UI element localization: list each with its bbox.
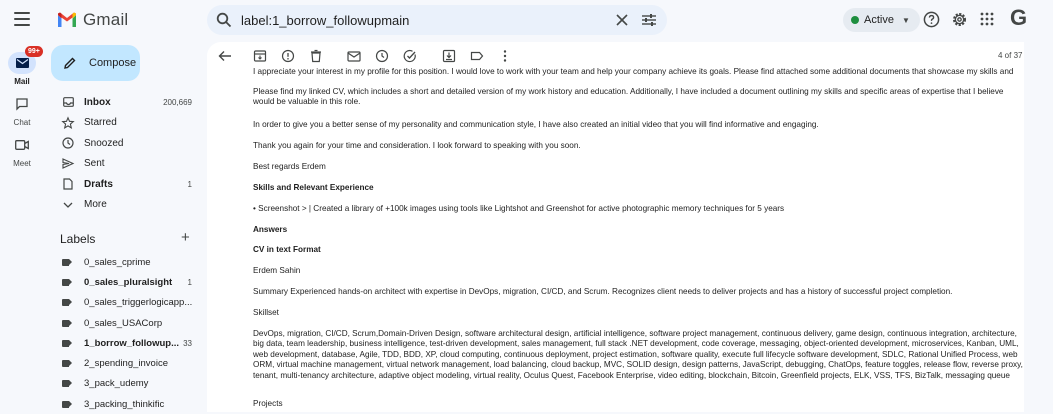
rail-chat[interactable] [0,93,44,127]
add-task-icon[interactable] [403,49,417,63]
compose-button[interactable] [51,45,140,81]
label-tag-icon [62,279,72,286]
message-pane [207,42,1024,412]
clock-icon [62,137,74,149]
email-paragraph: Best regards Erdem [253,162,326,171]
pencil-icon [63,56,77,70]
help-icon[interactable] [923,11,940,28]
sidebar-item-count: 200,669 [163,97,192,107]
gmail-logo[interactable] [57,10,128,30]
label-name: 0_sales_pluralsight [84,276,173,288]
label-name: 3_packing_thinkific [84,398,165,410]
report-spam-icon[interactable] [281,49,295,63]
label-item[interactable] [44,293,204,313]
trash-icon[interactable] [309,49,323,63]
status-dropdown[interactable] [843,8,920,32]
unread-badge: 99+ [25,46,43,57]
email-paragraph: I appreciate your interest in my profile for this position. I would love to work with your team and help your company achieve its goals. Please find attached some additional documents that showcase my skills and [253,67,1014,76]
send-icon [62,158,74,170]
labels-heading: Labels [60,232,96,246]
label-count: 1 [187,277,192,287]
message-toolbar [207,42,1024,70]
archive-icon[interactable] [253,49,267,63]
status-dot-icon [851,16,859,24]
sidebar-item-label: Snoozed [84,137,124,149]
sidebar-item-label: Inbox [84,96,111,108]
pagination-label: 4 of 37 [998,51,1023,60]
sidebar-item-more[interactable] [44,195,204,216]
rail-meet-label: Meet [13,159,31,168]
email-paragraph: Skillset [253,308,279,317]
email-paragraph: Thank you again for your time and consideration. I look forward to speaking with you soon. [253,141,581,150]
sidebar-item-inbox[interactable] [44,92,204,113]
chevron-down-icon: ▼ [901,15,910,25]
label-item[interactable] [44,374,204,394]
label-tag-icon [62,299,72,306]
label-item[interactable] [44,333,204,353]
email-paragraph: Projects [253,399,283,408]
search-icon[interactable] [216,12,232,28]
rail-chat-icon-wrap [8,93,36,115]
status-label: Active [864,14,894,26]
label-item[interactable] [44,252,204,272]
tune-icon[interactable] [641,12,657,28]
label-icon[interactable] [470,49,484,63]
chat-icon [16,98,28,110]
video-camera-icon [15,140,29,150]
section-heading: CV in text Format [253,245,321,254]
label-item[interactable] [44,272,204,292]
label-count: 33 [183,338,192,348]
rail-mail-icon-wrap [8,48,40,74]
account-avatar[interactable]: G [1010,5,1028,30]
email-paragraph: In order to give you a better sense of my personality and communication style, I have also created an initial video that you will find informative and engaging. [253,120,819,129]
label-tag-icon [62,380,72,387]
app-name: Gmail [83,10,129,29]
rail-mail-label: Mail [14,77,30,86]
sidebar-nav [44,92,204,215]
label-item[interactable] [44,353,204,373]
left-rail [0,40,44,412]
sidebar-item-label: More [84,199,107,211]
label-name: 3_pack_udemy [84,378,149,390]
gmail-m-icon [57,12,77,28]
sidebar-item-label: Starred [84,117,117,129]
draft-icon [62,178,74,190]
label-item[interactable] [44,394,204,414]
sidebar-item-count: 1 [187,179,192,189]
label-tag-icon [62,360,72,367]
label-tag-icon [62,340,72,347]
rail-mail[interactable] [0,48,44,86]
search-input[interactable] [241,10,611,30]
sidebar-item-label: Sent [84,158,105,170]
label-name: 1_borrow_followup... [84,337,180,349]
inbox-icon [62,96,74,108]
mark-unread-icon[interactable] [347,49,361,63]
more-vert-icon[interactable] [498,49,512,63]
list-item: • Screenshot > | Created a library of +100k images using tools like Lightshot and Greenshot for active photographic memory techniques for 5 years [253,204,785,213]
sidebar-item-label: Drafts [84,178,113,190]
label-tag-icon [62,259,72,266]
add-label-icon[interactable]: + [181,229,190,246]
menu-icon[interactable] [14,12,30,26]
sidebar-item-snoozed[interactable] [44,133,204,154]
label-tag-icon [62,320,72,327]
search-bar[interactable] [207,5,667,35]
rail-chat-label: Chat [13,118,31,127]
sidebar-item-sent[interactable] [44,154,204,175]
email-paragraph: DevOps, migration, CI/CD, Scrum,Domain-Driven Design, software architectural design, artificial intelligence, software project management, continuous delivery, game design, continuous integration, architecture, big data, team leadership, business intelligence, test-driven development, sales management, full stack .NET development, code coverage, messaging, object-oriented development, microservices, Kanban, UML, web development, database, Agile, TDD, BDD, XP, cloud computing, continuous deployment, project estimation, software quality, execute full lifecycle software development, SDLC, Rational Unified Process, web ORM, virtual machine management, virtual network management, load balancing, cloud backup, MVC, SOLID design, design patterns, JavaScript, debugging, ChatOps, feature toggles, release flow, reverse proxy, tenant, multi-tenancy architecture, adaptive object modeling, virtual reality, Oculus Quest, Facebook Enterprise, video editing, blockchain, Bitcoin, Greenfield projects, ELK, VSS, TFS, BizTalk, messaging queue [253,329,1023,380]
label-tag-icon [62,401,72,408]
sidebar-item-drafts[interactable] [44,174,204,195]
mail-icon [16,58,29,68]
rail-meet[interactable] [0,134,44,168]
label-name: 2_spending_invoice [84,358,168,370]
move-to-icon[interactable] [442,49,456,63]
label-name: 0_sales_triggerlogicapp... [84,297,193,309]
email-paragraph: Erdem Sahin [253,266,301,275]
back-arrow-icon[interactable] [218,49,232,63]
top-bar [0,0,1028,40]
compose-label: Compose [89,57,137,69]
list-item-text: Screenshot > | Created a library of +100k images using tools like Lightshot and Greenshot for active photographic memory techniques for 5 years [258,204,785,213]
label-name: 0_sales_USACorp [84,317,163,329]
star-icon [62,117,74,129]
email-paragraph: Please find my linked CV, which includes a short and detailed version of my work history and education. Additionally, I have included a document outlining my skills and specific areas of expertise that I believe would be valuable in this role. [253,87,1004,107]
rail-meet-icon-wrap [8,134,36,156]
label-name: 0_sales_cprime [84,256,151,268]
label-item[interactable] [44,313,204,333]
sidebar-item-starred[interactable] [44,113,204,134]
labels-list [44,252,204,414]
apps-icon[interactable] [980,12,994,26]
close-icon[interactable] [615,13,629,27]
chevron-down-icon [62,199,74,211]
section-heading: Skills and Relevant Experience [253,183,374,192]
gear-icon[interactable] [951,11,968,28]
snooze-icon[interactable] [375,49,389,63]
email-paragraph: Summary Experienced hands-on architect with expertise in DevOps, migration, CI/CD, and Scrum. Recognizes client needs to deliver projects and has a history of successful project completion. [253,287,953,296]
section-heading: Answers [253,225,288,234]
